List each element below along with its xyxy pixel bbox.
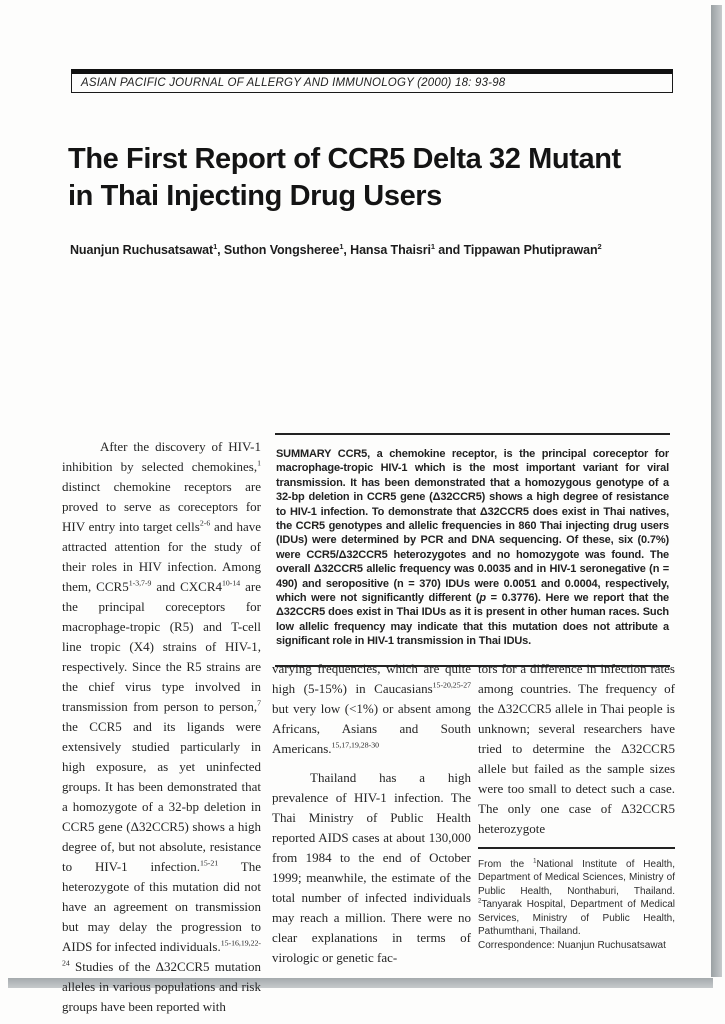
intro-column: [62, 437, 261, 1017]
title-line-1: The First Report of CCR5 Delta 32 Mutant: [68, 143, 621, 175]
page-edge-shadow-right: [711, 5, 722, 977]
paragraph: Thailand has a high prevalence of HIV-1 infection. The Thai Ministry of Public Health reported AIDS cases at about 130,000 from 1984 to the end of October 1999; meanwhile, the estimate of the total number of infected individuals may reach a million. There were no clear explanations in terms of virologic or genetic fac-: [272, 770, 471, 965]
title-line-2: in Thai Injecting Drug Users: [68, 180, 442, 212]
affiliation-text: From the $^1$National Institute of Health, Department of Medical Sciences, Ministry of Public Health, Nonthaburi, Thailand. $^2$Tanyarak Hospital, Department of Medical Services, Ministry of Public Health, Pathumthani, Thailand.: [478, 858, 675, 938]
summary-box: SUMMARY CCR5, a chemokine receptor, is the principal coreceptor for macrophage-tropic HIV-1 which is the most important variant for viral transmission. It has been demonstrated that a homozygous genotype of a 32-bp deletion in CCR5 gene (Δ32CCR5) shows a high degree of resistance to HIV-1 infection. To demonstrate that Δ32CCR5 does exist in Thai natives, the CCR5 genotypes and allelic frequencies in 860 Thai injecting drug users (IDUs) were determined by PCR and DNA sequencing. Of these, six (0.7%) were CCR5/Δ32CCR5 heterozygotes and no homozygote was found. The overall Δ32CCR5 allelic frequency was 0.0035 and in HIV-1 seronegative (n = 490) and seropositive (n = 370) IDUs were 0.0051 and 0.0004, respectively, which were not significantly different (p = 0.3776). Here we report that the Δ32CCR5 does exist in Thai IDUs as it is present in other human races. Such low allelic frequency may indicate that this mutation does not attribute a significant role in HIV-1 transmission in Thai IDUs.: [275, 433, 670, 667]
right-column: [478, 659, 675, 953]
paragraph: varying frequencies, which are quite high (5-15%) in Caucasians$^{15-20,25-27}$ but very low (<1%) or absent among Africans, Asians and South Americans.$^{15,17,19,28-30}$: [272, 661, 471, 756]
authors-line: Nuanjun Ruchusatsawat$^1$, Suthon Vongsheree$^1$, Hansa Thaisri$^1$ and Tippawan Phutiprawan$^2$: [70, 241, 602, 257]
middle-column: [272, 659, 471, 968]
paragraph: tors for a difference in infection rates among countries. The frequency of the Δ32CCR5 allele in Thai people is unknown; several researchers have tried to determine the Δ32CCR5 allele but failed as the sample sizes were too small to detect such a case. The only one case of Δ32CCR5 heterozygote: [478, 661, 675, 836]
affiliation-footnote: [478, 847, 675, 953]
journal-header-box: [71, 69, 673, 93]
correspondence-line: Correspondence: Nuanjun Ruchusatsawat: [478, 940, 666, 952]
paragraph: After the discovery of HIV-1 inhibition by selected chemokines,$^1$ distinct chemokine receptors are proved to serve as coreceptors for HIV entry into target cells$^{2-6}$ and have attracted attention for the study of their roles in HIV infection. Among them, CCR5$^{1-3,7-9}$ and CXCR4$^{10-14}$ are the principal coreceptors for macrophage-tropic (R5) and T-cell line tropic (X4) strains of HIV-1, respectively. Since the R5 strains are the chief virus type involved in transmission from person to person,$^7$ the CCR5 and its ligands were extensively studied particularly in high exposure, as yet uninfected groups. It has been demonstrated that a homozygote of a 32-bp deletion in CCR5 gene (Δ32CCR5) shows a high degree of, but not absolute, resistance to HIV-1 infection.$^{15-21}$ The heterozygote of this mutation did not have an agreement on transmission but may delay the progression to AIDS for infected individuals.$^{15-16,19,22-24}$ Studies of the Δ32CCR5 mutation alleles in various populations and risk groups have been reported with: [62, 439, 262, 1014]
right-column-text: [478, 659, 675, 839]
paper-title: [68, 141, 696, 215]
journal-header-text: ASIAN PACIFIC JOURNAL OF ALLERGY AND IMMUNOLOGY (2000) 18: 93-98: [81, 77, 506, 89]
